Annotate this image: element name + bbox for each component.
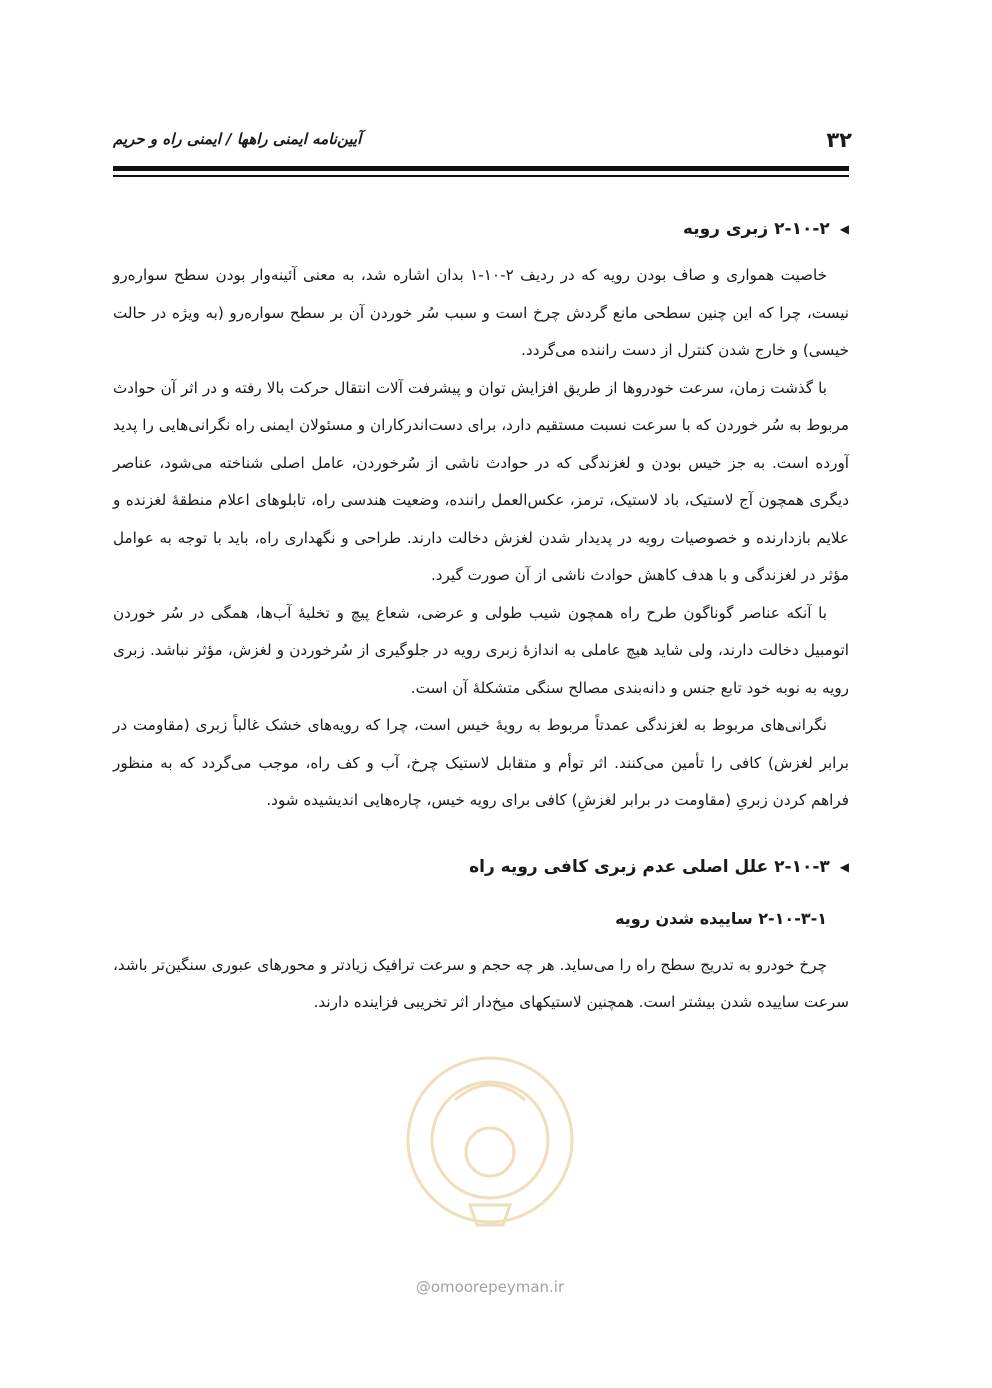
section-heading-text: ۲-۱۰-۳ علل اصلی عدم زبری کافی رویه راه (469, 856, 830, 877)
page-number: ۳۲ (826, 128, 852, 152)
section-heading (113, 848, 849, 886)
section-heading (113, 210, 849, 248)
watermark-outer-ring (408, 1058, 572, 1222)
header-rule-thick (113, 166, 849, 171)
running-title: آیین‌نامه ایمنی راهها / ایمنی راه و حریم (113, 130, 362, 148)
paragraph: نگرانی‌های مربوط به لغزندگی عمدتاً مربوط به رویهٔ خیس است، چرا که رویه‌های خشک غالباً زبری (مقاومت در برابر لغزش) کافی را تأمین می‌کنند. اثر توأم و متقابل لاستیک چرخ، آب و کف راه، موجب می‌گردد که به منظور فراهم کردن زبریِ (مقاومت در برابر لغزشِ) کافی برای رویه خیس، چاره‌هایی اندیشیده شود. (113, 716, 849, 809)
paragraph: خاصیت همواری و صاف بودن رویه که در ردیف ۲-۱۰-۱ بدان اشاره شد، به معنی آئینه‌وار بودن سطح سواره‌رو نیست، چرا که این چنین سطحی مانع گردش چرخ است و سبب سُر خوردن آن بر سطح سواره‌رو (به ویژه در حالت خیسی) و خارج شدن کنترل از دست راننده می‌گردد. (113, 266, 849, 359)
publisher-watermark (395, 1040, 585, 1310)
watermark-gear-icon (466, 1128, 514, 1176)
watermark-base (470, 1205, 510, 1225)
section-heading-text: ۲-۱۰-۲ زبری رویه (682, 219, 830, 239)
paragraph: با گذشت زمان، سرعت خودروها از طریق افزایش توان و پیشرفت آلات انتقال حرکت بالا رفته و در اثر آن حوادث مربوط به سُر خوردن که با سرعت نسبت مستقیم دارد، برای دست‌اندرکاران و مسئولان ایمنی راه نگرانی‌هایی را پدید آورده است. به جز خیس بودن و لغزندگی که در حوادث ناشی از سُرخوردن، عامل اصلی شناخته می‌شود، عناصر دیگری همچون آج لاستیک، باد لاستیک، ترمز، عکس‌العمل راننده، وضعیت هندسی راه، تابلوهای اعلام منطقهٔ لغزنده و علایم بازدارنده و خصوصیات رویه در پدیدار شدن لغزش دخالت دارند. طراحی و نگهداری راه، باید با توجه به عوامل مؤثر در لغزندگی و با هدف کاهش حوادث ناشی از آن صورت گیرد. (113, 378, 849, 584)
header-rule-thin (113, 175, 849, 177)
watermark-text: @omoorepeyman.ir (415, 1278, 565, 1296)
paragraph: با آنکه عناصر گوناگون طرح راه همچون شیب طولی و عرضی، شعاع پیچ و تخلیهٔ آب‌ها، همگی در سُر خوردن اتومبیل دخالت دارند، ولی شاید هیچ عاملی به اندازهٔ زبری رویه در جلوگیری از سُرخوردن و لغزش، مؤثر نباشد. زبری رویه به نوبه خود تابع جنس و دانه‌بندی مصالح سنگی متشکلهٔ آن است. (113, 603, 849, 697)
triangle-bullet-icon: ◀ (839, 222, 849, 236)
paragraph: چرخ خودرو به تدریج سطح راه را می‌ساید. هر چه حجم و سرعت ترافیک زیادتر و محورهای عبوری سنگین‌تر باشد، سرعت ساییده شدن بیشتر است. همچنین لاستیکهای میخ‌دار اثر تخریبی فزاینده دارند. (113, 955, 849, 1011)
subsection-heading: ۲-۱۰-۳-۱ ساییده شدن رویه (615, 908, 827, 928)
page-body (113, 210, 849, 1022)
triangle-bullet-icon: ◀ (839, 859, 849, 874)
watermark-inner-ring (432, 1082, 548, 1198)
watermark-script (455, 1085, 525, 1100)
